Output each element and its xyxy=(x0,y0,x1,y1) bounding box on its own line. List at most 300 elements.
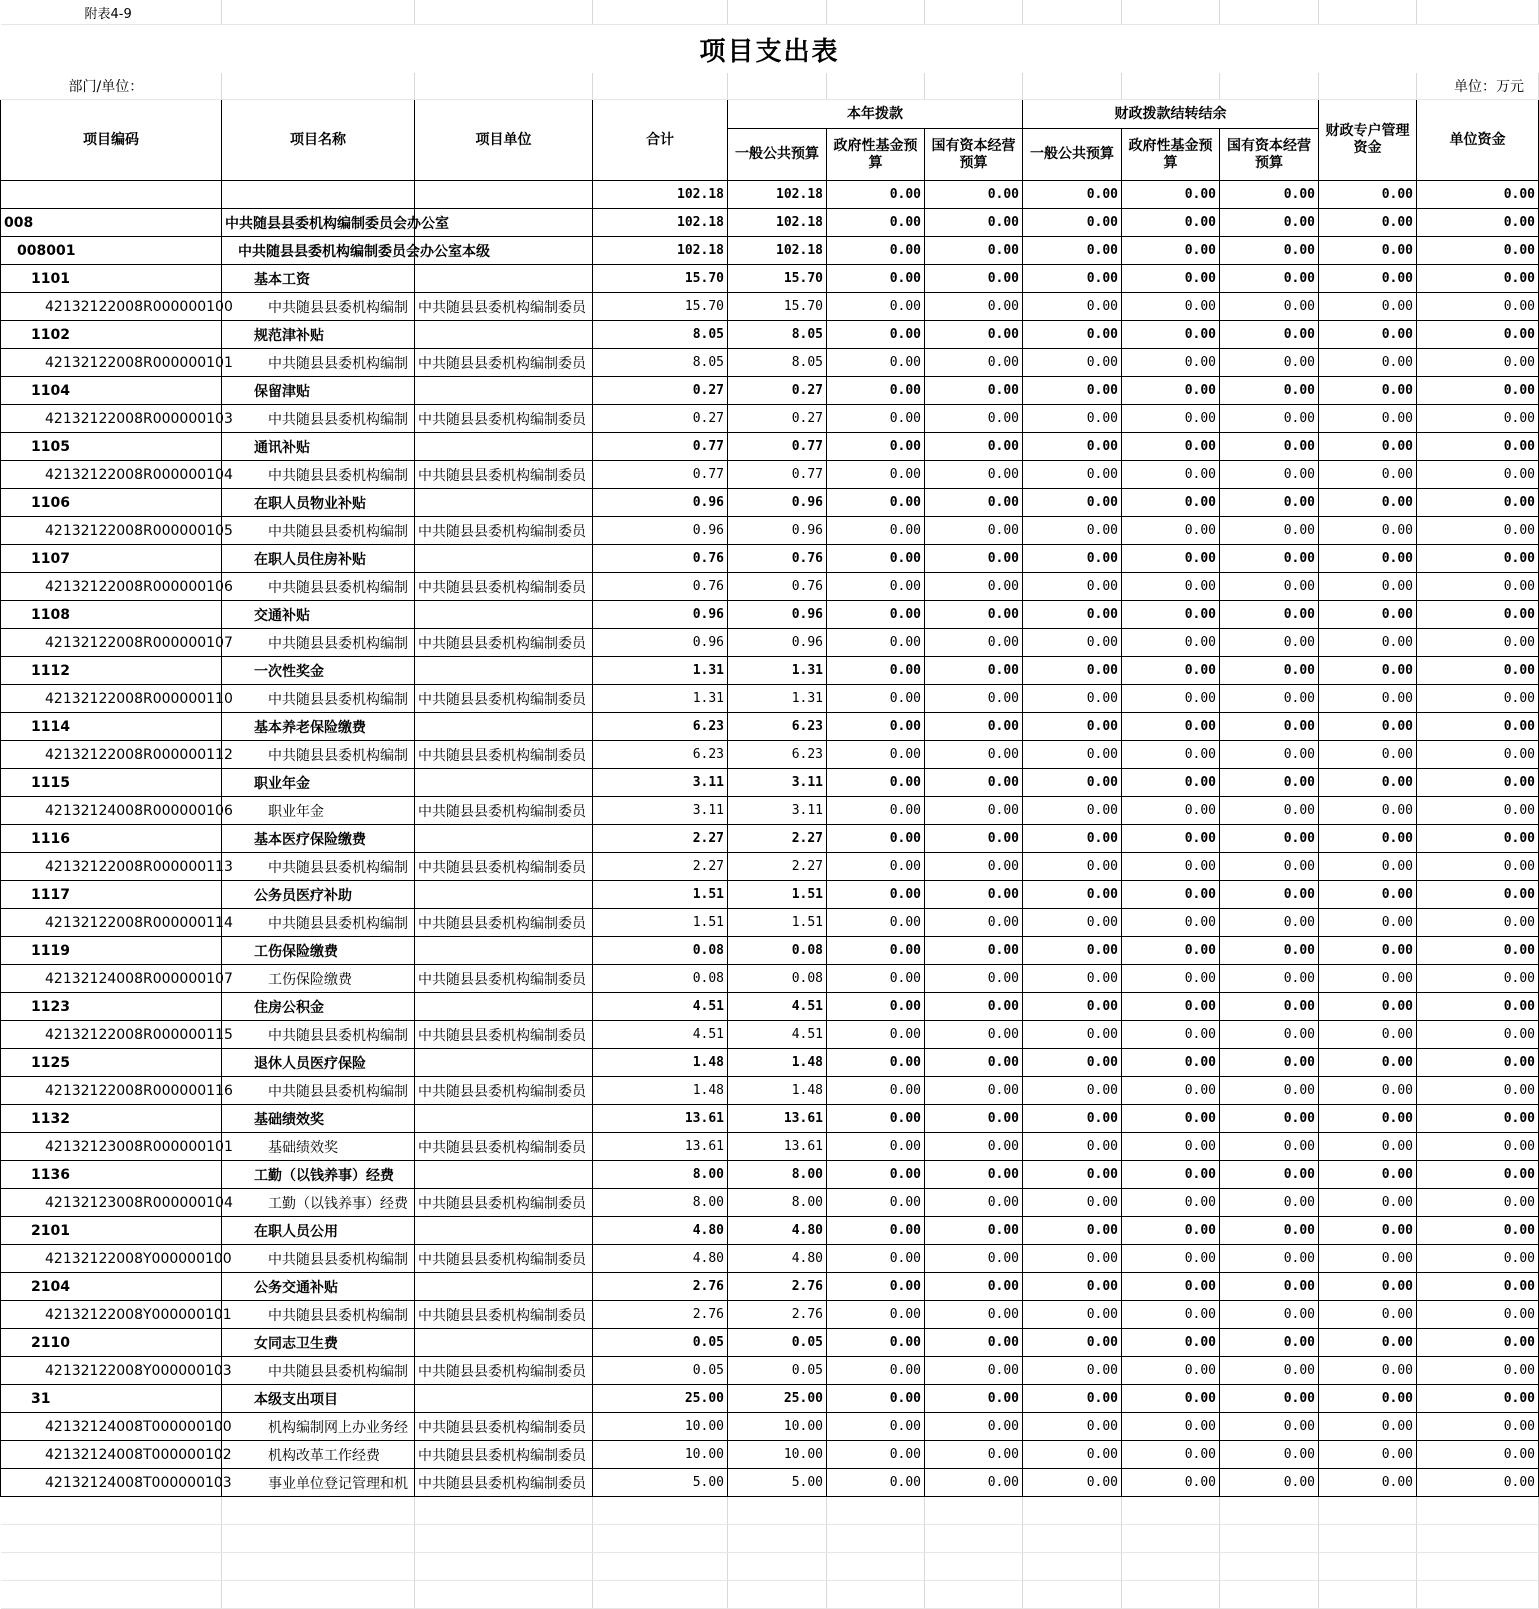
cell-value: 0.00 xyxy=(925,489,1023,517)
cell-value: 0.00 xyxy=(1319,1441,1417,1469)
cell-value: 0.00 xyxy=(1122,1245,1220,1273)
cell-value: 0.00 xyxy=(1122,629,1220,657)
header-state-capital-carryover: 国有资本经营预算 xyxy=(1220,129,1319,181)
cell-value: 13.61 xyxy=(593,1105,728,1133)
cell-unit xyxy=(415,181,593,209)
cell-name: 工伤保险缴费 xyxy=(222,965,415,993)
cell-value: 0.00 xyxy=(1220,601,1319,629)
cell-value: 0.00 xyxy=(1417,909,1539,937)
cell-value: 0.00 xyxy=(827,1413,925,1441)
cell-unit xyxy=(415,1273,593,1301)
cell-value: 0.00 xyxy=(925,321,1023,349)
cell-value: 0.00 xyxy=(1122,1105,1220,1133)
cell-value: 0.00 xyxy=(1319,1189,1417,1217)
cell-code: 1101 xyxy=(1,265,222,293)
cell-value: 4.80 xyxy=(593,1217,728,1245)
cell-value: 0.00 xyxy=(1319,825,1417,853)
cell-value: 0.00 xyxy=(925,181,1023,209)
cell-value: 0.00 xyxy=(925,853,1023,881)
cell-value: 0.00 xyxy=(1023,1105,1122,1133)
cell-unit xyxy=(415,489,593,517)
cell-value: 5.00 xyxy=(593,1469,728,1497)
cell-value: 0.08 xyxy=(593,965,728,993)
cell-name: 女同志卫生费 xyxy=(222,1329,415,1357)
cell-value: 0.00 xyxy=(1417,1217,1539,1245)
cell-value: 0.00 xyxy=(827,1133,925,1161)
cell-value: 0.00 xyxy=(1417,517,1539,545)
cell-value: 0.00 xyxy=(1220,1133,1319,1161)
table-row xyxy=(1,797,1539,825)
cell-value: 13.61 xyxy=(593,1133,728,1161)
cell-code: 42132123008R000000104 xyxy=(1,1189,222,1217)
table-row xyxy=(1,1021,1539,1049)
cell-value: 0.00 xyxy=(1319,1021,1417,1049)
cell-value: 8.00 xyxy=(593,1189,728,1217)
cell-unit: 中共随县县委机构编制委员 xyxy=(415,1441,593,1469)
cell-value: 0.00 xyxy=(1023,1441,1122,1469)
cell-code: 42132122008R000000114 xyxy=(1,909,222,937)
cell-value: 25.00 xyxy=(593,1385,728,1413)
cell-value: 0.00 xyxy=(1023,1385,1122,1413)
cell-unit xyxy=(415,601,593,629)
cell-unit: 中共随县县委机构编制委员 xyxy=(415,1021,593,1049)
cell-code: 008 xyxy=(1,209,222,237)
cell-value: 2.27 xyxy=(593,853,728,881)
cell-value: 15.70 xyxy=(728,293,827,321)
cell-value: 4.80 xyxy=(593,1245,728,1273)
cell-value: 0.00 xyxy=(1122,517,1220,545)
cell-unit: 中共随县县委机构编制委员 xyxy=(415,1357,593,1385)
cell-value: 0.00 xyxy=(1417,741,1539,769)
cell-value: 1.48 xyxy=(728,1077,827,1105)
cell-unit xyxy=(415,377,593,405)
cell-value: 0.00 xyxy=(827,1301,925,1329)
cell-name: 中共随县县委机构编制 xyxy=(222,1077,415,1105)
empty-row xyxy=(1,1497,1539,1525)
table-row xyxy=(1,1413,1539,1441)
cell-value: 4.51 xyxy=(728,993,827,1021)
header-general-carryover: 一般公共预算 xyxy=(1023,129,1122,181)
cell-code: 42132124008T000000102 xyxy=(1,1441,222,1469)
cell-value: 0.00 xyxy=(827,349,925,377)
cell-value: 0.00 xyxy=(1023,1161,1122,1189)
cell-value: 0.00 xyxy=(1417,797,1539,825)
cell-code: 42132122008R000000115 xyxy=(1,1021,222,1049)
cell-value: 0.00 xyxy=(1319,1301,1417,1329)
cell-value: 0.00 xyxy=(1417,461,1539,489)
cell-code xyxy=(1,181,222,209)
cell-value: 0.00 xyxy=(1319,377,1417,405)
cell-value: 0.00 xyxy=(1023,1133,1122,1161)
cell-value: 0.00 xyxy=(1319,1217,1417,1245)
cell-value: 0.00 xyxy=(1417,321,1539,349)
cell-value: 0.00 xyxy=(925,1273,1023,1301)
cell-value: 0.00 xyxy=(1023,881,1122,909)
cell-value: 0.00 xyxy=(827,573,925,601)
cell-value: 0.00 xyxy=(1122,349,1220,377)
cell-name: 在职人员公用 xyxy=(222,1217,415,1245)
cell-value: 0.00 xyxy=(1319,1385,1417,1413)
cell-value: 0.00 xyxy=(1122,209,1220,237)
cell-code: 1132 xyxy=(1,1105,222,1133)
cell-name: 中共随县县委机构编制 xyxy=(222,685,415,713)
cell-value: 0.00 xyxy=(1122,1161,1220,1189)
cell-code: 31 xyxy=(1,1385,222,1413)
cell-value: 0.00 xyxy=(1122,1077,1220,1105)
table-row xyxy=(1,769,1539,797)
cell-code: 42132122008R000000110 xyxy=(1,685,222,713)
cell-value: 0.00 xyxy=(1023,909,1122,937)
cell-unit: 中共随县县委机构编制委员 xyxy=(415,405,593,433)
cell-value: 0.00 xyxy=(1319,1077,1417,1105)
cell-code: 42132122008R000000100 xyxy=(1,293,222,321)
cell-value: 0.00 xyxy=(1319,1329,1417,1357)
cell-code: 42132122008R000000104 xyxy=(1,461,222,489)
cell-value: 0.00 xyxy=(1023,853,1122,881)
cell-value: 0.00 xyxy=(1417,853,1539,881)
cell-value: 0.00 xyxy=(1417,405,1539,433)
cell-value: 0.00 xyxy=(1220,1441,1319,1469)
cell-value: 0.00 xyxy=(925,573,1023,601)
table-row xyxy=(1,489,1539,517)
cell-value: 2.76 xyxy=(728,1301,827,1329)
cell-value: 0.00 xyxy=(1023,937,1122,965)
cell-unit: 中共随县县委机构编制委员 xyxy=(415,349,593,377)
cell-name: 中共随县县委机构编制 xyxy=(222,349,415,377)
cell-code: 42132122008Y000000103 xyxy=(1,1357,222,1385)
cell-value: 0.00 xyxy=(1319,181,1417,209)
cell-value: 0.00 xyxy=(1220,461,1319,489)
cell-value: 0.08 xyxy=(728,937,827,965)
cell-value: 0.00 xyxy=(1023,769,1122,797)
cell-value: 0.76 xyxy=(728,573,827,601)
cell-value: 0.00 xyxy=(925,349,1023,377)
cell-value: 0.00 xyxy=(925,1245,1023,1273)
cell-value: 0.00 xyxy=(1417,573,1539,601)
cell-unit xyxy=(415,1105,593,1133)
cell-value: 102.18 xyxy=(593,237,728,265)
cell-value: 8.00 xyxy=(728,1189,827,1217)
cell-value: 2.76 xyxy=(593,1273,728,1301)
cell-value: 0.96 xyxy=(728,629,827,657)
cell-value: 0.00 xyxy=(1220,1189,1319,1217)
table-row xyxy=(1,1301,1539,1329)
cell-value: 0.00 xyxy=(1319,517,1417,545)
cell-name: 工勤（以钱养事）经费 xyxy=(222,1161,415,1189)
cell-name: 在职人员住房补贴 xyxy=(222,545,415,573)
table-row xyxy=(1,349,1539,377)
cell-name: 交通补贴 xyxy=(222,601,415,629)
unit-label: 单位：万元 xyxy=(1417,73,1539,100)
cell-unit xyxy=(415,881,593,909)
cell-value: 0.00 xyxy=(827,965,925,993)
cell-code: 42132124008R000000106 xyxy=(1,797,222,825)
cell-value: 0.00 xyxy=(1319,1161,1417,1189)
cell-value: 0.00 xyxy=(1023,601,1122,629)
department-label: 部门/单位： xyxy=(1,73,222,100)
cell-code: 42132122008R000000106 xyxy=(1,573,222,601)
cell-value: 0.96 xyxy=(593,517,728,545)
cell-value: 0.00 xyxy=(1319,209,1417,237)
cell-value: 0.00 xyxy=(1319,349,1417,377)
cell-value: 3.11 xyxy=(593,769,728,797)
cell-name: 中共随县县委机构编制 xyxy=(222,405,415,433)
cell-value: 0.00 xyxy=(1417,881,1539,909)
cell-value: 0.00 xyxy=(1122,1189,1220,1217)
empty-row xyxy=(1,1553,1539,1581)
cell-value: 0.00 xyxy=(1220,377,1319,405)
cell-value: 0.00 xyxy=(1220,825,1319,853)
table-row xyxy=(1,209,1539,237)
cell-value: 2.76 xyxy=(728,1273,827,1301)
cell-value: 0.00 xyxy=(827,1273,925,1301)
cell-value: 0.00 xyxy=(1220,265,1319,293)
cell-value: 0.00 xyxy=(925,993,1023,1021)
cell-value: 0.00 xyxy=(925,1161,1023,1189)
cell-value: 0.00 xyxy=(827,769,925,797)
cell-value: 0.00 xyxy=(1220,209,1319,237)
table-row xyxy=(1,545,1539,573)
table-row xyxy=(1,461,1539,489)
table-row xyxy=(1,293,1539,321)
cell-value: 0.00 xyxy=(1023,461,1122,489)
header-carryover: 财政拨款结转结余 xyxy=(1023,100,1319,129)
cell-value: 0.00 xyxy=(1023,293,1122,321)
cell-name: 中共随县县委机构编制 xyxy=(222,1021,415,1049)
cell-value: 0.00 xyxy=(1023,797,1122,825)
cell-value: 0.00 xyxy=(925,629,1023,657)
cell-value: 0.00 xyxy=(925,965,1023,993)
cell-value: 0.08 xyxy=(728,965,827,993)
cell-value: 0.00 xyxy=(1122,573,1220,601)
cell-code: 1123 xyxy=(1,993,222,1021)
cell-value: 0.00 xyxy=(1023,713,1122,741)
cell-value: 0.00 xyxy=(1122,909,1220,937)
cell-code: 42132122008R000000101 xyxy=(1,349,222,377)
cell-name: 基本医疗保险缴费 xyxy=(222,825,415,853)
cell-value: 0.76 xyxy=(593,573,728,601)
table-row xyxy=(1,1133,1539,1161)
cell-value: 0.00 xyxy=(925,601,1023,629)
cell-value: 0.00 xyxy=(925,1077,1023,1105)
cell-value: 0.00 xyxy=(827,685,925,713)
cell-code: 42132122008Y000000100 xyxy=(1,1245,222,1273)
cell-value: 8.05 xyxy=(593,349,728,377)
cell-value: 0.00 xyxy=(1319,1245,1417,1273)
cell-value: 0.00 xyxy=(1417,993,1539,1021)
cell-value: 1.31 xyxy=(728,685,827,713)
cell-code: 42132124008T000000103 xyxy=(1,1469,222,1497)
cell-value: 2.76 xyxy=(593,1301,728,1329)
cell-name: 中共随县县委机构编制 xyxy=(222,293,415,321)
cell-value: 0.00 xyxy=(1122,1217,1220,1245)
cell-value: 102.18 xyxy=(728,209,827,237)
cell-unit: 中共随县县委机构编制委员 xyxy=(415,573,593,601)
cell-value: 0.00 xyxy=(827,1245,925,1273)
table-row xyxy=(1,909,1539,937)
cell-value: 0.00 xyxy=(1023,741,1122,769)
cell-unit xyxy=(415,713,593,741)
cell-value: 0.00 xyxy=(1319,1133,1417,1161)
cell-value: 0.00 xyxy=(1417,965,1539,993)
cell-value: 0.00 xyxy=(925,1469,1023,1497)
cell-value: 0.00 xyxy=(925,1021,1023,1049)
cell-code: 1106 xyxy=(1,489,222,517)
cell-value: 2.27 xyxy=(593,825,728,853)
cell-value: 0.00 xyxy=(1122,881,1220,909)
cell-value: 0.00 xyxy=(1417,629,1539,657)
cell-value: 0.00 xyxy=(1220,685,1319,713)
cell-value: 0.00 xyxy=(1220,293,1319,321)
cell-unit: 中共随县县委机构编制委员 xyxy=(415,1469,593,1497)
table-row xyxy=(1,1105,1539,1133)
cell-value: 0.00 xyxy=(1417,1385,1539,1413)
cell-value: 0.00 xyxy=(827,265,925,293)
cell-value: 0.00 xyxy=(1319,1413,1417,1441)
table-row xyxy=(1,1245,1539,1273)
cell-value: 0.00 xyxy=(1417,293,1539,321)
cell-value: 0.00 xyxy=(827,321,925,349)
cell-value: 0.00 xyxy=(1023,1189,1122,1217)
cell-name: 公务交通补贴 xyxy=(222,1273,415,1301)
cell-value: 0.00 xyxy=(1220,1161,1319,1189)
cell-name: 规范津补贴 xyxy=(222,321,415,349)
cell-value: 0.00 xyxy=(1023,1217,1122,1245)
cell-value: 0.00 xyxy=(1220,1329,1319,1357)
table-row xyxy=(1,1441,1539,1469)
cell-value: 0.00 xyxy=(827,1357,925,1385)
cell-value: 0.00 xyxy=(827,237,925,265)
cell-value: 0.00 xyxy=(1417,1413,1539,1441)
cell-value: 0.00 xyxy=(1417,825,1539,853)
cell-value: 0.00 xyxy=(1220,881,1319,909)
table-row xyxy=(1,993,1539,1021)
cell-value: 102.18 xyxy=(728,237,827,265)
table-row xyxy=(1,713,1539,741)
cell-name: 中共随县县委机构编制 xyxy=(222,573,415,601)
cell-name: 基础绩效奖 xyxy=(222,1133,415,1161)
cell-value: 0.76 xyxy=(728,545,827,573)
cell-value: 0.77 xyxy=(593,461,728,489)
cell-code: 2101 xyxy=(1,1217,222,1245)
cell-value: 0.00 xyxy=(1023,1273,1122,1301)
cell-value: 0.00 xyxy=(1417,601,1539,629)
cell-value: 0.00 xyxy=(925,657,1023,685)
cell-value: 0.00 xyxy=(1417,377,1539,405)
cell-value: 4.51 xyxy=(593,993,728,1021)
cell-code: 1119 xyxy=(1,937,222,965)
cell-value: 0.00 xyxy=(925,293,1023,321)
table-row xyxy=(1,433,1539,461)
table-row xyxy=(1,965,1539,993)
cell-value: 0.00 xyxy=(1417,1441,1539,1469)
cell-value: 4.51 xyxy=(593,1021,728,1049)
cell-value: 0.00 xyxy=(1417,937,1539,965)
cell-value: 0.00 xyxy=(925,1413,1023,1441)
cell-value: 0.00 xyxy=(1220,1469,1319,1497)
cell-value: 0.00 xyxy=(1417,1077,1539,1105)
cell-value: 0.00 xyxy=(1220,349,1319,377)
cell-value: 25.00 xyxy=(728,1385,827,1413)
cell-value: 10.00 xyxy=(593,1413,728,1441)
cell-value: 0.00 xyxy=(1220,433,1319,461)
cell-value: 0.00 xyxy=(1023,1357,1122,1385)
cell-value: 0.00 xyxy=(827,741,925,769)
cell-code: 1117 xyxy=(1,881,222,909)
cell-value: 0.00 xyxy=(1220,1245,1319,1273)
cell-code: 42132122008R000000112 xyxy=(1,741,222,769)
cell-value: 1.51 xyxy=(593,881,728,909)
cell-name: 退休人员医疗保险 xyxy=(222,1049,415,1077)
cell-value: 0.00 xyxy=(925,797,1023,825)
table-row xyxy=(1,1189,1539,1217)
cell-value: 0.00 xyxy=(1417,657,1539,685)
cell-value: 0.00 xyxy=(1220,517,1319,545)
cell-value: 0.00 xyxy=(1417,769,1539,797)
cell-value: 0.00 xyxy=(1417,1245,1539,1273)
cell-value: 3.11 xyxy=(728,797,827,825)
table-row xyxy=(1,601,1539,629)
cell-value: 10.00 xyxy=(728,1441,827,1469)
cell-value: 0.00 xyxy=(1220,545,1319,573)
cell-name: 中共随县县委机构编制 xyxy=(222,517,415,545)
cell-name: 本级支出项目 xyxy=(222,1385,415,1413)
cell-value: 2.27 xyxy=(728,825,827,853)
cell-value: 4.80 xyxy=(728,1217,827,1245)
cell-value: 0.00 xyxy=(1417,489,1539,517)
cell-name: 中共随县县委机构编制委员会办公室本级 xyxy=(222,237,415,265)
cell-value: 6.23 xyxy=(593,713,728,741)
cell-value: 0.00 xyxy=(1122,1301,1220,1329)
cell-unit xyxy=(415,769,593,797)
cell-value: 15.70 xyxy=(593,265,728,293)
cell-value: 0.00 xyxy=(1319,1105,1417,1133)
cell-value: 0.96 xyxy=(593,489,728,517)
cell-name: 基础绩效奖 xyxy=(222,1105,415,1133)
cell-code: 1112 xyxy=(1,657,222,685)
cell-value: 0.00 xyxy=(1122,377,1220,405)
cell-value: 0.00 xyxy=(827,881,925,909)
cell-value: 0.05 xyxy=(593,1357,728,1385)
cell-value: 0.00 xyxy=(1319,237,1417,265)
cell-name: 职业年金 xyxy=(222,769,415,797)
cell-value: 0.00 xyxy=(925,1217,1023,1245)
cell-value: 0.00 xyxy=(1417,1357,1539,1385)
cell-value: 0.00 xyxy=(1319,489,1417,517)
cell-name: 中共随县县委机构编制 xyxy=(222,853,415,881)
table-row xyxy=(1,657,1539,685)
cell-value: 3.11 xyxy=(728,769,827,797)
cell-value: 0.00 xyxy=(1220,769,1319,797)
cell-code: 2110 xyxy=(1,1329,222,1357)
cell-value: 0.00 xyxy=(1023,489,1122,517)
cell-value: 0.00 xyxy=(1122,461,1220,489)
cell-value: 0.00 xyxy=(827,853,925,881)
cell-value: 0.00 xyxy=(827,405,925,433)
cell-value: 0.00 xyxy=(1220,1217,1319,1245)
cell-unit: 中共随县县委机构编制委员 xyxy=(415,1077,593,1105)
cell-code: 42132122008R000000116 xyxy=(1,1077,222,1105)
cell-value: 0.00 xyxy=(1023,1077,1122,1105)
cell-value: 0.00 xyxy=(1319,293,1417,321)
cell-value: 0.00 xyxy=(1023,265,1122,293)
cell-value: 0.00 xyxy=(1417,1189,1539,1217)
cell-value: 0.00 xyxy=(925,909,1023,937)
cell-value: 0.00 xyxy=(925,545,1023,573)
cell-value: 0.00 xyxy=(1023,349,1122,377)
cell-unit: 中共随县县委机构编制委员 xyxy=(415,1189,593,1217)
cell-value: 0.00 xyxy=(1319,265,1417,293)
